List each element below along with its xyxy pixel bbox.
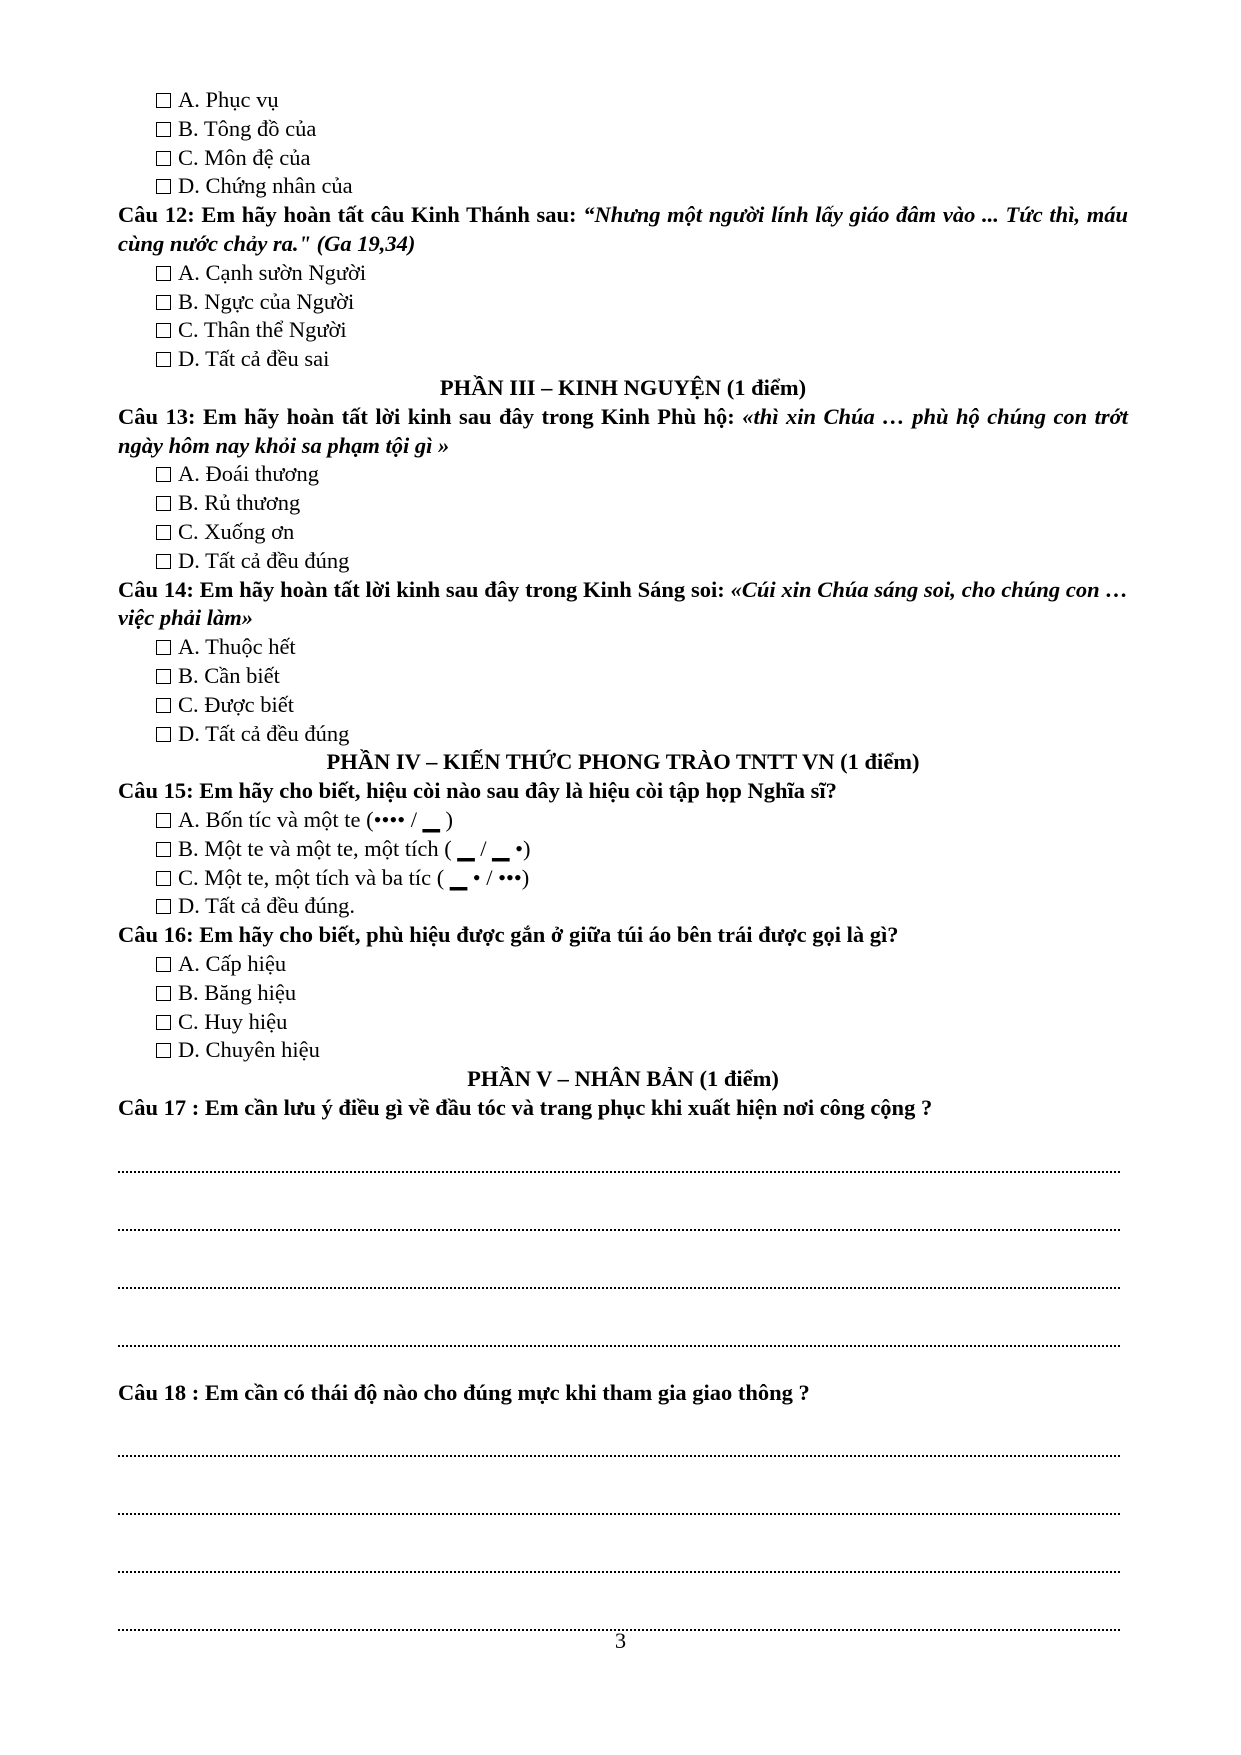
question-15: Câu 15: Em hãy cho biết, hiệu còi nào sau đây là hiệu còi tập họp Nghĩa sĩ?: [118, 778, 837, 804]
section-5-heading: PHẦN V – NHÂN BẢN (1 điểm): [467, 1066, 779, 1092]
answer-line[interactable]: [118, 1465, 1128, 1523]
q13-option-b[interactable]: B. Rủ thương: [118, 489, 1128, 518]
checkbox-icon[interactable]: [156, 496, 171, 511]
page-number: 3: [614, 1628, 627, 1653]
checkbox-icon[interactable]: [156, 179, 171, 194]
question-16: Câu 16: Em hãy cho biết, phù hiệu được gắn ở giữa túi áo bên trái được gọi là gì?: [118, 922, 899, 948]
checkbox-icon[interactable]: [156, 640, 171, 655]
answer-line[interactable]: [118, 1123, 1128, 1181]
checkbox-icon[interactable]: [156, 467, 171, 482]
q11-option-a[interactable]: A. Phục vụ: [118, 86, 1128, 115]
checkbox-icon[interactable]: [156, 813, 171, 828]
q14-option-c[interactable]: C. Được biết: [118, 691, 1128, 720]
checkbox-icon[interactable]: [156, 525, 171, 540]
checkbox-icon[interactable]: [156, 727, 171, 742]
checkbox-icon[interactable]: [156, 1015, 171, 1030]
q12-option-a[interactable]: A. Cạnh sườn Người: [118, 259, 1128, 288]
q13-option-c[interactable]: C. Xuống ơn: [118, 518, 1128, 547]
q16-option-a[interactable]: A. Cấp hiệu: [118, 950, 1128, 979]
q12-option-b[interactable]: B. Ngực của Người: [118, 288, 1128, 317]
q16-option-c[interactable]: C. Huy hiệu: [118, 1008, 1128, 1037]
q15-option-b[interactable]: B. Một te và một te, một tích ( ▁ / ▁ •): [118, 835, 1128, 864]
q16-option-b[interactable]: B. Băng hiệu: [118, 979, 1128, 1008]
q11-option-c[interactable]: C. Môn đệ của: [118, 144, 1128, 173]
answer-line[interactable]: [118, 1181, 1128, 1239]
answer-line[interactable]: [118, 1523, 1128, 1581]
answer-line[interactable]: [118, 1297, 1128, 1355]
checkbox-icon[interactable]: [156, 669, 171, 684]
checkbox-icon[interactable]: [156, 93, 171, 108]
q16-option-d[interactable]: D. Chuyên hiệu: [118, 1036, 1128, 1065]
checkbox-icon[interactable]: [156, 899, 171, 914]
checkbox-icon[interactable]: [156, 957, 171, 972]
checkbox-icon[interactable]: [156, 151, 171, 166]
checkbox-icon[interactable]: [156, 871, 171, 886]
checkbox-icon[interactable]: [156, 266, 171, 281]
q11-option-b[interactable]: B. Tông đồ của: [118, 115, 1128, 144]
answer-line[interactable]: [118, 1239, 1128, 1297]
checkbox-icon[interactable]: [156, 352, 171, 367]
question-17: Câu 17 : Em cần lưu ý điều gì về đầu tóc và trang phục khi xuất hiện nơi công cộng ?: [118, 1094, 933, 1120]
q14-option-a[interactable]: A. Thuộc hết: [118, 633, 1128, 662]
page-content: [118, 86, 1128, 1639]
checkbox-icon[interactable]: [156, 295, 171, 310]
question-13-quote: «thì xin Chúa … phù hộ chúng con trớt ngày hôm nay khỏi sa phạm tội gì »: [118, 403, 1128, 458]
checkbox-icon[interactable]: [156, 554, 171, 569]
question-12: Câu 12: Em hãy hoàn tất câu Kinh Thánh sau: “Nhưng một người lính lấy giáo đâm vào ... Tức thì, máu cùng nước chảy ra." (Ga 19,34): [118, 202, 1129, 256]
q14-option-d[interactable]: D. Tất cả đều đúng: [118, 720, 1128, 749]
q13-option-d[interactable]: D. Tất cả đều đúng: [118, 547, 1128, 576]
question-14-quote: «Cúi xin Chúa sáng soi, cho chúng con … việc phải làm»: [118, 576, 1129, 631]
q14-option-b[interactable]: B. Cần biết: [118, 662, 1128, 691]
q12-option-d[interactable]: D. Tất cả đều sai: [118, 345, 1128, 374]
question-18: Câu 18 : Em cần có thái độ nào cho đúng mực khi tham gia giao thông ?: [118, 1379, 810, 1405]
checkbox-icon[interactable]: [156, 986, 171, 1001]
q15-option-d[interactable]: D. Tất cả đều đúng.: [118, 892, 1128, 921]
checkbox-icon[interactable]: [156, 122, 171, 137]
question-12-quote: “Nhưng một người lính lấy giáo đâm vào ... Tức thì, máu cùng nước chảy ra." (Ga 19,34): [118, 202, 1129, 256]
question-14: Câu 14: Em hãy hoàn tất lời kinh sau đây trong Kinh Sáng soi: «Cúi xin Chúa sáng soi, cho chúng con … việc phải làm»: [118, 576, 1129, 631]
section-3-heading: PHẦN III – KINH NGUYỆN (1 điểm): [439, 374, 807, 400]
checkbox-icon[interactable]: [156, 698, 171, 713]
q15-option-c[interactable]: C. Một te, một tích và ba tíc ( ▁ • / •••): [118, 864, 1128, 893]
checkbox-icon[interactable]: [156, 1043, 171, 1058]
section-4-heading: PHẦN IV – KIẾN THỨC PHONG TRÀO TNTT VN (1 điểm): [326, 749, 920, 775]
answer-line[interactable]: [118, 1407, 1128, 1465]
question-13: Câu 13: Em hãy hoàn tất lời kinh sau đây trong Kinh Phù hộ: «thì xin Chúa … phù hộ chúng con trớt ngày hôm nay khỏi sa phạm tội gì »: [118, 403, 1128, 458]
checkbox-icon[interactable]: [156, 842, 171, 857]
q15-option-a[interactable]: A. Bốn tíc và một te (•••• / ▁ ): [118, 806, 1128, 835]
q13-option-a[interactable]: A. Đoái thương: [118, 460, 1128, 489]
q11-option-d[interactable]: D. Chứng nhân của: [118, 172, 1128, 201]
q12-option-c[interactable]: C. Thân thể Người: [118, 316, 1128, 345]
checkbox-icon[interactable]: [156, 323, 171, 338]
